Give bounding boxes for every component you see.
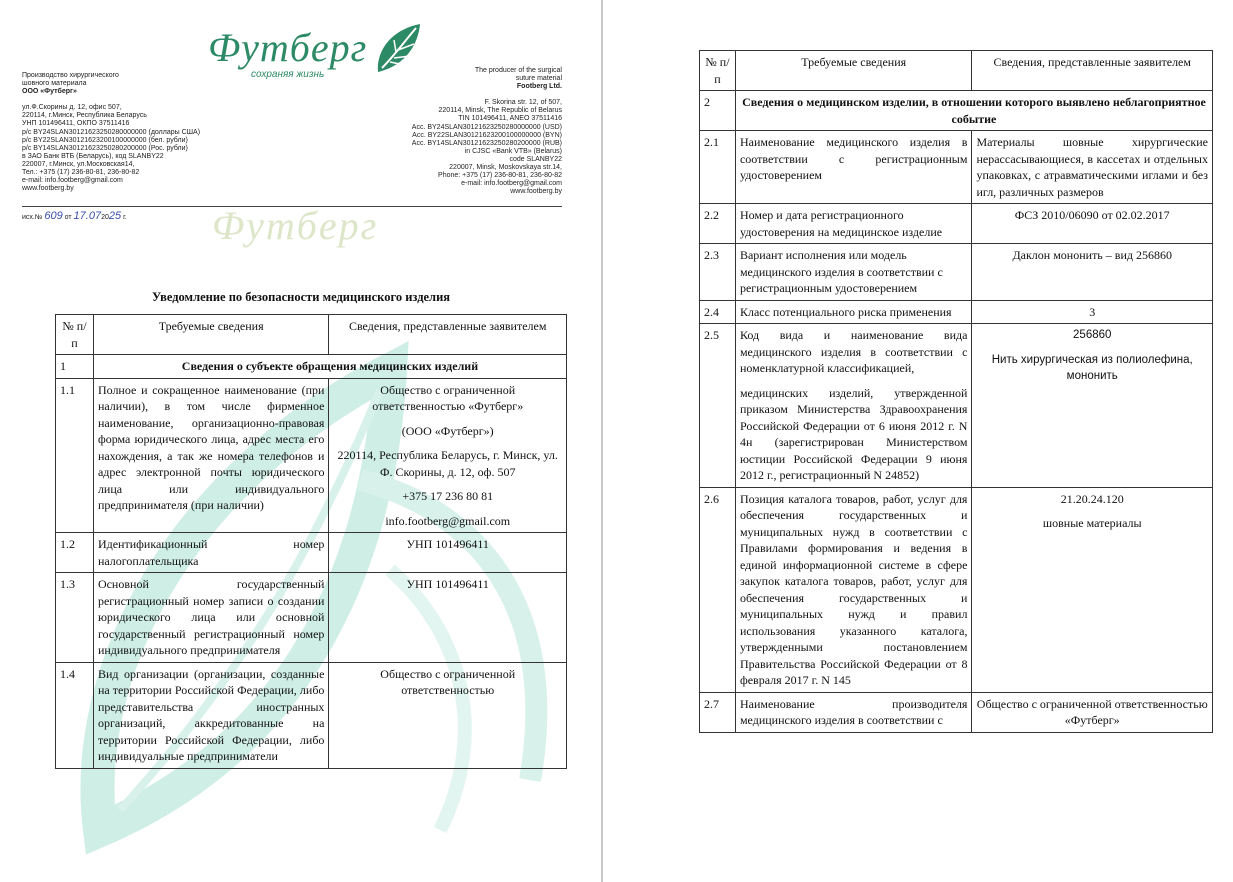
- table-row: [700, 244, 1213, 301]
- row-num: 2.5: [700, 324, 736, 488]
- device-info-table: [699, 50, 1213, 733]
- letterhead-right: [412, 67, 562, 196]
- footberg-logo: [196, 22, 426, 84]
- letterhead-right-line: 220114, Minsk, The Republic of Belarus: [438, 107, 562, 115]
- letterhead-right-line: suture material: [515, 75, 562, 83]
- letterhead-right-line: TIN 101496411, ANEO 37511416: [458, 115, 562, 123]
- letterhead-left-line: ул.Ф.Скорины д. 12, офис 507,: [22, 104, 122, 112]
- ref-year: 25: [108, 210, 122, 222]
- row-required: Наименование производителя медицинского изделия в соответствии с: [735, 692, 972, 732]
- section-title: Сведения о медицинском изделии, в отношении которого выявлено неблагоприятное событие: [735, 91, 1212, 131]
- letterhead-left-line: р/с BY14SLAN30121623250280200000 (Рос. рубли): [22, 144, 188, 152]
- letterhead-left-line: в ЗАО Банк ВТБ (Беларусь), код SLANBY22: [22, 152, 164, 160]
- subject-info-table: [55, 314, 567, 769]
- ref-date: 17.07: [73, 210, 102, 222]
- header-provided: Сведения, представленные заявителем: [329, 315, 567, 355]
- row-provided: ФСЗ 2010/06090 от 02.02.2017: [972, 204, 1213, 244]
- logo-slogan: сохраняя жизнь: [251, 69, 325, 80]
- letterhead-right-line: Acc. BY24SLAN30121623250280000000 (USD): [411, 123, 562, 131]
- letterhead-left-line: р/с BY22SLAN30121623200100000000 (бел. рубли): [22, 136, 188, 144]
- table-row: [700, 324, 1213, 488]
- table-row: [56, 533, 567, 573]
- ref-number: 609: [44, 210, 63, 222]
- letterhead-left-line: [22, 96, 200, 104]
- row-num: 1.1: [56, 378, 94, 533]
- row-required: Позиция каталога товаров, работ, услуг для обеспечения государственных и муниципальных нужд в соответствии с Правилами формирования и ведения в единой информационной системе в сфере закупок каталога товаров, работ, услуг для обеспечения государственных и муниципальных нужд и правил использования указанного каталога, утвержденными постановлением Правительства Российской Федерации от 8 февраля 2017 г. N 145: [735, 487, 972, 692]
- letterhead-left-line: р/с BY24SLAN30121623250280000000 (доллары США): [22, 128, 201, 136]
- letterhead-left: [22, 72, 200, 193]
- ref-year-prefix: 20: [101, 214, 109, 221]
- letterhead-right-line: F. Skorina str. 12, of 507,: [484, 99, 562, 107]
- letterhead-left-line: 220007, г.Минск, ул.Московская14,: [22, 160, 135, 168]
- header-provided: Сведения, представленные заявителем: [972, 51, 1213, 91]
- row-num: 1.3: [56, 573, 94, 663]
- row-provided: [329, 378, 567, 533]
- row-num: 2.1: [700, 131, 736, 204]
- letterhead-left-line: www.footberg.by: [22, 185, 74, 193]
- table-row: [56, 378, 567, 533]
- header-num: № п/п: [56, 315, 94, 355]
- logo-name: Футберг: [208, 25, 368, 70]
- letterhead-left-line: УНП 101496411, ОКПО 37511416: [22, 120, 130, 128]
- ref-suffix: г.: [123, 214, 127, 221]
- letterhead-left-line: 220114, г.Минск, Республика Беларусь: [22, 112, 147, 120]
- row-required: Вид организации (организации, созданные на территории Российской Федерации, либо представительства иностранных организаций, аккредитованные на территории Российской Федерации, либо индивидуальные предприниматели: [93, 662, 329, 768]
- section-row: [56, 355, 567, 379]
- value-line: Общество с ограниченной ответственностью «Футберг»: [372, 382, 524, 413]
- value-line: info.footberg@gmail.com: [385, 513, 511, 528]
- table-row: [700, 692, 1213, 732]
- row-provided: Общество с ограниченной ответственностью: [329, 662, 567, 768]
- header-required: Требуемые сведения: [735, 51, 972, 91]
- page-fold-divider: [601, 0, 603, 882]
- row-num: 2.2: [700, 204, 736, 244]
- row-num: 2.6: [700, 487, 736, 692]
- value-line: 256860: [1073, 329, 1112, 341]
- letterhead-left-line: Тел.: +375 (17) 236-80-81, 236-80-82: [22, 169, 140, 177]
- letterhead-right-line: Footberg Ltd.: [516, 83, 562, 91]
- row-provided: [972, 487, 1213, 692]
- row-required: Идентификационный номер налогоплательщика: [93, 533, 329, 573]
- value-line: +375 17 236 80 81: [402, 489, 494, 503]
- section-num: 1: [56, 355, 94, 379]
- table-header-row: [56, 315, 567, 355]
- table-row: [700, 487, 1213, 692]
- row-num: 2.3: [700, 244, 736, 301]
- row-required: Наименование медицинского изделия в соответствии с регистрационным удостоверением: [735, 131, 972, 204]
- document-title: Уведомление по безопасности медицинского изделия: [151, 290, 451, 304]
- table-row: [700, 131, 1213, 204]
- letterhead-right-line: www.footberg.by: [510, 188, 562, 196]
- section-row: [700, 91, 1213, 131]
- letterhead-right-line: The producer of the surgical: [474, 67, 562, 74]
- value-line: (ООО «Футберг»): [401, 423, 494, 438]
- letterhead-right-line: Phone: +375 (17) 236-80-81, 236-80-82: [438, 172, 562, 180]
- letterhead-left-line: e-mail: info.footberg@gmail.com: [22, 177, 123, 185]
- row-provided: Общество с ограниченной ответственностью «Футберг»: [972, 692, 1213, 732]
- right-page: [604, 0, 1233, 882]
- row-provided: 3: [972, 300, 1213, 324]
- row-provided: Материалы шовные хирургические нерассасывающиеся, в кассетах и отдельных упаковках, с атравматическими иглами и без игл, различных размеров: [972, 131, 1213, 204]
- row-required: Номер и дата регистрационного удостоверения на медицинское изделие: [735, 204, 972, 244]
- table-row: [700, 300, 1213, 324]
- value-line: шовные материалы: [1042, 516, 1142, 530]
- left-page: [0, 0, 602, 882]
- letterhead-right-line: in CJSC «Bank VTB» (Belarus): [464, 147, 562, 155]
- header-num: № п/п: [700, 51, 736, 91]
- faded-stamp: Футберг: [212, 203, 379, 248]
- row-num: 2.4: [700, 300, 736, 324]
- section-num: 2: [700, 91, 736, 131]
- table-header-row: [700, 51, 1213, 91]
- letterhead-right-line: [412, 91, 562, 99]
- required-part: медицинских изделий, утвержденной приказом Министерства Здравоохранения Российской Федерации от 6 июня 2012 г. N 4н (зарегистрирован Министерством юстиции Российской Федерации 9 июня 2012 г., регистрационный N 24852): [739, 385, 968, 482]
- table-row: [56, 662, 567, 768]
- row-provided: [972, 324, 1213, 488]
- letterhead-left-line: шовного материала: [22, 80, 87, 88]
- letterhead-right-line: e-mail: info.footberg@gmail.com: [461, 180, 562, 188]
- letterhead-right-line: 220007, Minsk, Moskovskaya str.14,: [449, 164, 562, 172]
- row-provided: УНП 101496411: [329, 573, 567, 663]
- ref-from: от: [64, 214, 72, 221]
- header-required: Требуемые сведения: [93, 315, 329, 355]
- value-line: 21.20.24.120: [1060, 491, 1124, 506]
- outgoing-reference: [22, 210, 127, 222]
- value-line: 220114, Республика Беларусь, г. Минск, ул. Ф. Скорины, д. 12, оф. 507: [337, 448, 558, 479]
- required-part: Код вида и наименование вида медицинского изделия в соответствии с номенклатурной классификацией,: [739, 328, 968, 375]
- letterhead-left-line: Производство хирургического: [22, 72, 119, 79]
- row-provided: УНП 101496411: [329, 533, 567, 573]
- value-line: Нить хирургическая из полиолефина, мононить: [991, 353, 1193, 382]
- letterhead-right-line: Acc. BY22SLAN30121623200100000000 (BYN): [412, 131, 562, 139]
- section-title: Сведения о субъекте обращения медицинских изделий: [93, 355, 566, 379]
- letterhead-left-line: ООО «Футберг»: [22, 88, 77, 96]
- letterhead-right-line: Acc. BY14SLAN30121623250280200000 (RUB): [411, 139, 562, 147]
- row-num: 1.2: [56, 533, 94, 573]
- row-required: Полное и сокращенное наименование (при наличии), в том числе фирменное наименование, организационно-правовая форма юридического лица, адрес места его нахождения, а так же номера телефонов и адрес электронной почты юридического лица или индивидуального предпринимателя (при наличии): [93, 378, 329, 533]
- row-provided: Даклон мононить – вид 256860: [972, 244, 1213, 301]
- row-required: [735, 324, 972, 488]
- row-required: Класс потенциального риска применения: [735, 300, 972, 324]
- table-row: [700, 204, 1213, 244]
- row-required: Вариант исполнения или модель медицинского изделия в соответствии с регистрационным удостоверением: [735, 244, 972, 301]
- table-row: [56, 573, 567, 663]
- row-required: Основной государственный регистрационный номер записи о создании юридического лица или основной государственный регистрационный номер индивидуального предпринимателя: [93, 573, 329, 663]
- row-num: 1.4: [56, 662, 94, 768]
- letterhead-right-line: code SLANBY22: [509, 155, 562, 163]
- ref-prefix: исх.№: [22, 214, 43, 221]
- row-num: 2.7: [700, 692, 736, 732]
